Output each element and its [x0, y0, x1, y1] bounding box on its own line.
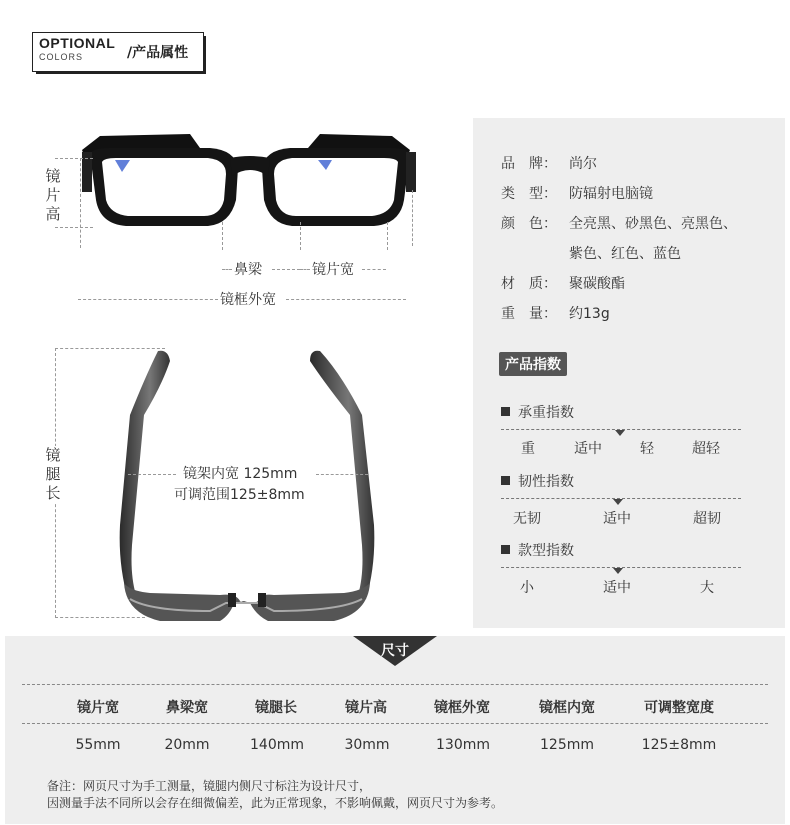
- square-bullet-icon: [501, 545, 510, 554]
- bridge-line-right: [272, 269, 300, 270]
- lens-width-left-line: [300, 222, 301, 250]
- inner-width-label: 镜架内宽 125mm: [183, 463, 297, 483]
- size-header: 镜框外宽: [434, 700, 490, 716]
- attr-color: 颜 色： 全亮黑、砂黑色、亮黑色、: [501, 213, 557, 233]
- index-load-option: 适中: [574, 441, 602, 457]
- index-style: 款型指数: [501, 540, 574, 560]
- index-load-option: 轻: [640, 441, 654, 457]
- size-value: 20mm: [164, 737, 210, 753]
- attr-color-key: 颜 色: [501, 216, 543, 232]
- temple-length-bottom-line: [55, 617, 145, 618]
- size-value: 55mm: [75, 737, 121, 753]
- index-load-option: 重: [521, 441, 535, 457]
- lens-height-vertical-line: [80, 158, 81, 248]
- bridge-label: 鼻梁: [234, 262, 262, 278]
- attr-color-value-2: 紫色、红色、蓝色: [569, 246, 681, 262]
- adjust-range-label: 可调范围125±8mm: [174, 484, 305, 504]
- temple-length-label: 镜 腿 长: [45, 446, 61, 502]
- index-toughness-option: 无韧: [513, 511, 541, 527]
- attr-brand-value: 尚尔: [569, 156, 597, 172]
- size-line-middle: [22, 723, 768, 724]
- frame-width-right-line: [412, 190, 413, 246]
- square-bullet-icon: [501, 407, 510, 416]
- size-value: 125±8mm: [641, 737, 717, 753]
- index-toughness-option: 适中: [603, 511, 631, 527]
- index-toughness-marker-icon: [613, 499, 623, 505]
- attr-material: 材 质： 聚碳酸酯: [501, 273, 557, 293]
- index-toughness: 韧性指数: [501, 471, 574, 491]
- attr-weight-key: 重 量: [501, 306, 543, 322]
- inner-width-line-left: [128, 474, 176, 475]
- index-title: 产品指数: [499, 352, 567, 376]
- size-header: 镜片高: [345, 700, 387, 716]
- attr-material-value: 聚碳酸酯: [569, 276, 625, 292]
- note-line-1: 备注：网页尺寸为手工测量，镜腿内侧尺寸标注为设计尺寸，: [47, 779, 372, 793]
- index-load-option: 超轻: [692, 441, 720, 457]
- frame-width-label: 镜框外宽: [220, 292, 276, 308]
- header-colors: COLORS: [39, 52, 84, 62]
- bridge-line-left: [222, 269, 232, 270]
- size-value: 130mm: [436, 737, 490, 753]
- frame-width-line-right: [286, 299, 406, 300]
- header-title: /产品属性: [127, 45, 189, 61]
- index-style-marker-icon: [613, 568, 623, 574]
- glasses-front-image: [70, 120, 430, 250]
- size-value: 30mm: [344, 737, 390, 753]
- inner-width-line-right: [316, 474, 368, 475]
- attr-color-value: 全亮黑、砂黑色、亮黑色、: [569, 216, 737, 232]
- lens-width-label: 镜片宽: [312, 262, 354, 278]
- size-header: 镜片宽: [77, 700, 119, 716]
- note-line-2: 因测量手法不同所以会存在细微偏差，此为正常现象，不影响佩戴，网页尺寸为参考。: [47, 796, 504, 810]
- header-tag: [32, 32, 204, 72]
- attr-type-key: 类 型: [501, 186, 543, 202]
- index-load: 承重指数: [501, 402, 574, 422]
- frame-width-line-left: [78, 299, 218, 300]
- lens-height-label: 镜 片 高: [45, 167, 61, 223]
- size-value: 140mm: [250, 737, 304, 753]
- temple-length-top-line: [55, 348, 165, 349]
- lens-width-line-left: [300, 269, 310, 270]
- size-header: 镜腿长: [255, 700, 297, 716]
- size-header: 可调整宽度: [644, 700, 714, 716]
- size-label: 尺寸: [381, 643, 409, 659]
- size-header: 镜框内宽: [539, 700, 595, 716]
- index-style-option: 适中: [603, 580, 631, 596]
- index-toughness-option: 超韧: [693, 511, 721, 527]
- lens-height-top-line: [55, 158, 93, 159]
- bridge-left-line: [222, 222, 223, 250]
- index-load-marker-icon: [615, 430, 625, 436]
- square-bullet-icon: [501, 476, 510, 485]
- index-style-option: 大: [700, 580, 714, 596]
- size-header: 鼻梁宽: [166, 700, 208, 716]
- attr-type: 类 型： 防辐射电脑镜: [501, 183, 557, 203]
- lens-width-right-line: [387, 222, 388, 250]
- size-value: 125mm: [540, 737, 594, 753]
- index-style-option: 小: [520, 580, 534, 596]
- attr-brand-key: 品 牌: [501, 156, 543, 172]
- attr-weight: 重 量： 约13g: [501, 303, 557, 323]
- attr-material-key: 材 质: [501, 276, 543, 292]
- size-line-top: [22, 684, 768, 685]
- lens-width-line-right: [362, 269, 386, 270]
- attribute-panel: [473, 118, 785, 628]
- attr-weight-value: 约13g: [569, 306, 610, 322]
- lens-height-bottom-line: [55, 227, 93, 228]
- attr-type-value: 防辐射电脑镜: [569, 186, 653, 202]
- header-optional: OPTIONAL: [39, 35, 116, 51]
- attr-brand: 品 牌： 尚尔: [501, 153, 557, 173]
